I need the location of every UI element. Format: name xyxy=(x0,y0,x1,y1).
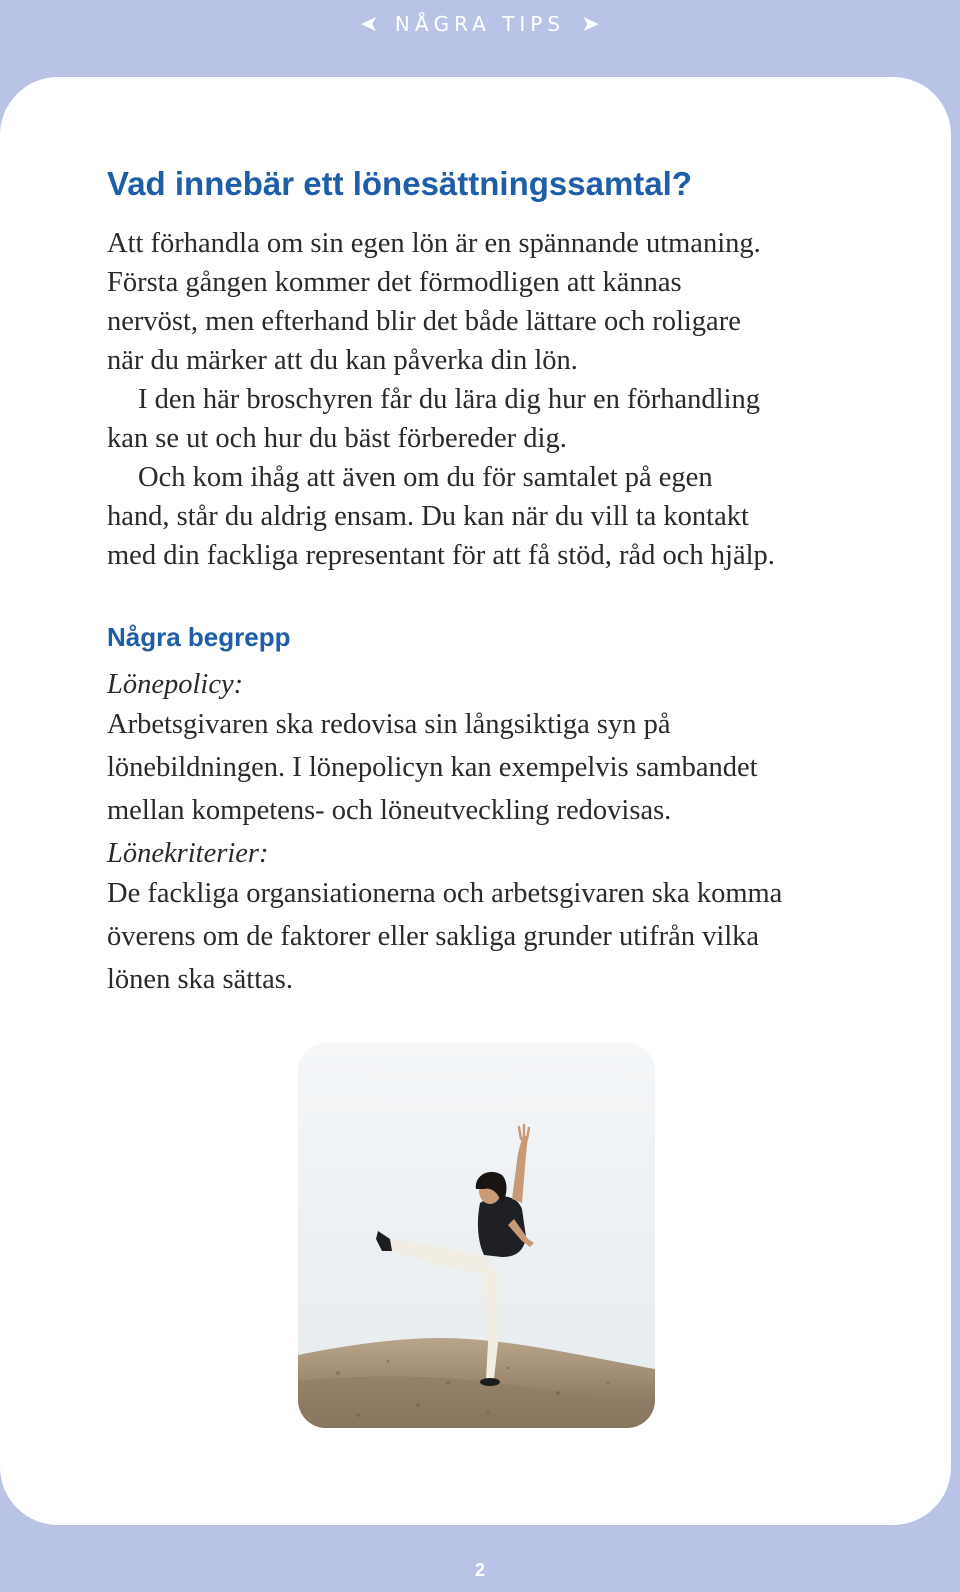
text-line: mellan kompetens- och löneutveckling redovisas. xyxy=(107,795,672,826)
arrow-left-icon: ➤ xyxy=(360,11,379,37)
photo-dancer xyxy=(298,1043,655,1428)
section-header xyxy=(0,0,960,48)
support-paragraph xyxy=(107,458,867,575)
text-line: lönebildningen. I lönepolicyn kan exempelvis sambandet xyxy=(107,752,758,783)
text-line: Första gången kommer det förmodligen att kännas xyxy=(107,267,682,298)
text-line: med din fackliga representant för att få stöd, råd och hjälp. xyxy=(107,540,775,571)
text-line: nervöst, men efterhand blir det både lättare och roligare xyxy=(107,306,741,337)
text-line: Att förhandla om sin egen lön är en spännande utmaning. xyxy=(107,228,761,259)
intro-paragraph xyxy=(107,224,867,380)
text-line: I den här broschyren får du lära dig hur en förhandling xyxy=(138,384,761,415)
text-line: Och kom ihåg att även om du för samtalet på egen xyxy=(138,462,713,493)
arrow-right-icon: ➤ xyxy=(581,11,600,37)
text-line: överens om de faktorer eller sakliga grunder utifrån vilka xyxy=(107,921,760,952)
text-line: när du märker att du kan påverka din lön. xyxy=(107,345,578,376)
article-title: Vad innebär ett lönesättningssamtal? xyxy=(107,165,692,202)
text-line: De fackliga organsiationerna och arbetsgivaren ska komma xyxy=(107,878,783,909)
text-line: kan se ut och hur du bäst förbereder dig. xyxy=(107,423,567,454)
text-line: Arbetsgivaren ska redovisa sin långsiktiga syn på xyxy=(107,709,671,740)
text-line: lönen ska sättas. xyxy=(107,964,294,995)
section-title: NÅGRA TIPS xyxy=(394,12,566,36)
concepts-heading: Några begrepp xyxy=(107,622,291,652)
brochure-paragraph xyxy=(107,380,867,458)
text-line: hand, står du aldrig ensam. Du kan när du vill ta kontakt xyxy=(107,501,749,532)
concept-lonekriterier xyxy=(107,834,867,999)
concept-lonepolicy xyxy=(107,665,867,830)
article-content xyxy=(107,160,867,1003)
concept-term: Lönepolicy: xyxy=(107,669,244,700)
concept-term: Lönekriterier: xyxy=(107,838,269,869)
page-number: 2 xyxy=(474,1560,485,1580)
